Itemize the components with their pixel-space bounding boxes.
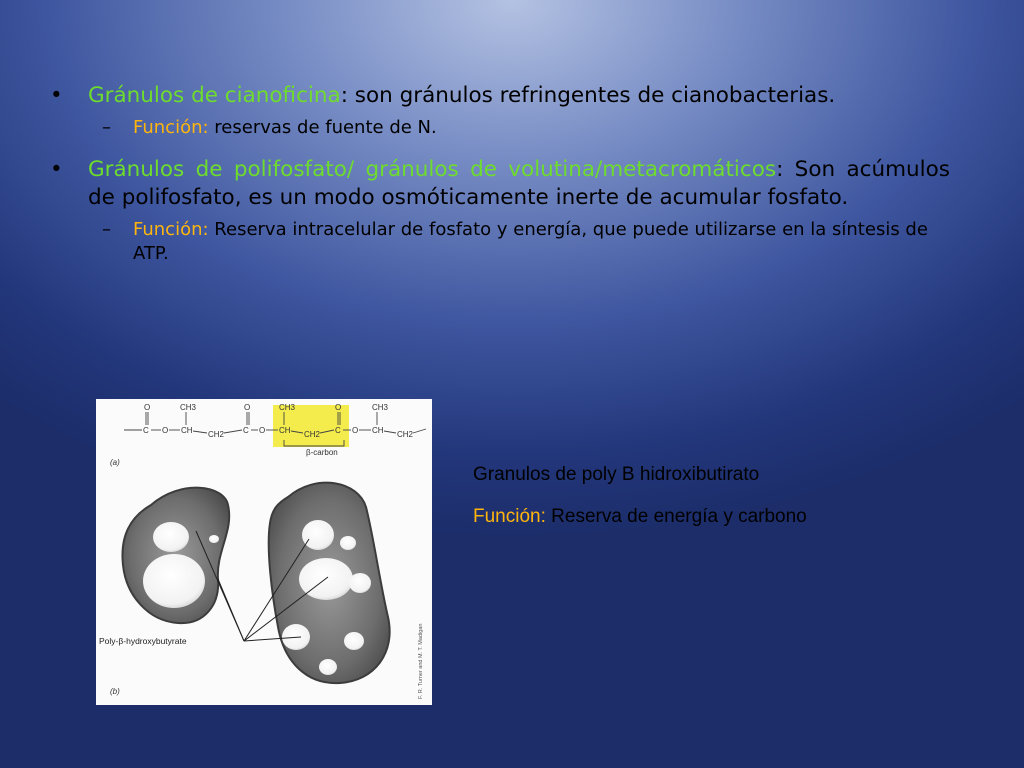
funcion-label: Función: xyxy=(133,117,209,138)
bullet-dot: • xyxy=(50,83,63,108)
sub-bullet-funcion xyxy=(44,218,950,266)
group-ch: CH xyxy=(181,426,193,435)
bullet-text xyxy=(44,156,950,212)
atom-o: O xyxy=(144,403,151,412)
phb-granule xyxy=(143,554,205,608)
caption-phb-title: Granulos de poly B hidroxibutirato xyxy=(473,464,760,485)
group-ch2: CH2 xyxy=(397,430,414,439)
phb-granule xyxy=(302,520,334,550)
group-ch: CH xyxy=(372,426,384,435)
funcion-text: Reserva de energía y carbono xyxy=(545,506,807,527)
bullet-body: : Son acúmulos de polifosfato, es un modo osmóticamente inerte de acumular fosfato. xyxy=(88,157,950,210)
group-ch3: CH3 xyxy=(180,403,197,412)
phb-granule xyxy=(153,522,189,552)
atom-o: O xyxy=(335,403,342,412)
beta-carbon-label: β-carbon xyxy=(306,448,338,457)
sub-bullet-dash: – xyxy=(102,219,111,240)
bullet-text xyxy=(44,82,950,110)
panel-b-label: (b) xyxy=(110,687,120,696)
group-ch3: CH3 xyxy=(279,403,296,412)
panel-a-label: (a) xyxy=(110,458,120,467)
bullet-dot: • xyxy=(50,157,63,182)
right-cell xyxy=(269,483,390,683)
phb-granule xyxy=(349,573,371,593)
caption-phb-funcion xyxy=(473,506,807,528)
atom-o: O xyxy=(259,426,266,435)
term-cianoficina: Gránulos de cianoficina xyxy=(88,83,341,108)
term-polifosfato: Gránulos de polifosfato/ gránulos de volutina/metacromáticos xyxy=(88,157,777,182)
sub-bullet-dash: – xyxy=(102,117,111,138)
funcion-text: reservas de fuente de N. xyxy=(208,117,437,138)
funcion-label: Función: xyxy=(133,219,209,240)
granule-label: Poly-β-hydroxybutyrate xyxy=(99,636,187,646)
phb-figure xyxy=(96,399,432,705)
phb-granule xyxy=(319,659,337,675)
funcion-label: Función: xyxy=(473,506,546,527)
phb-granule xyxy=(340,536,356,550)
photo-credit: F. R. Turner and M. T. Madigan xyxy=(418,623,424,699)
bullet-cianoficina xyxy=(44,82,950,140)
atom-o: O xyxy=(162,426,169,435)
phb-granule xyxy=(344,632,364,650)
phb-figure-drawing xyxy=(96,399,432,705)
atom-c: C xyxy=(243,426,249,435)
atom-c: C xyxy=(335,426,341,435)
group-ch3: CH3 xyxy=(372,403,389,412)
funcion-text: Reserva intracelular de fosfato y energía, que puede utilizarse en la síntesis de ATP. xyxy=(133,219,928,264)
bullet-body: : son gránulos refringentes de cianobacterias. xyxy=(340,83,836,108)
left-cell xyxy=(122,488,229,623)
phb-granule xyxy=(209,535,219,543)
sub-bullet-funcion xyxy=(44,116,950,140)
atom-c: C xyxy=(143,426,149,435)
group-ch2: CH2 xyxy=(304,430,321,439)
atom-o: O xyxy=(352,426,359,435)
bullet-list xyxy=(44,82,950,266)
group-ch2: CH2 xyxy=(208,430,225,439)
atom-o: O xyxy=(244,403,251,412)
group-ch: CH xyxy=(279,426,291,435)
bullet-polifosfato xyxy=(44,156,950,266)
